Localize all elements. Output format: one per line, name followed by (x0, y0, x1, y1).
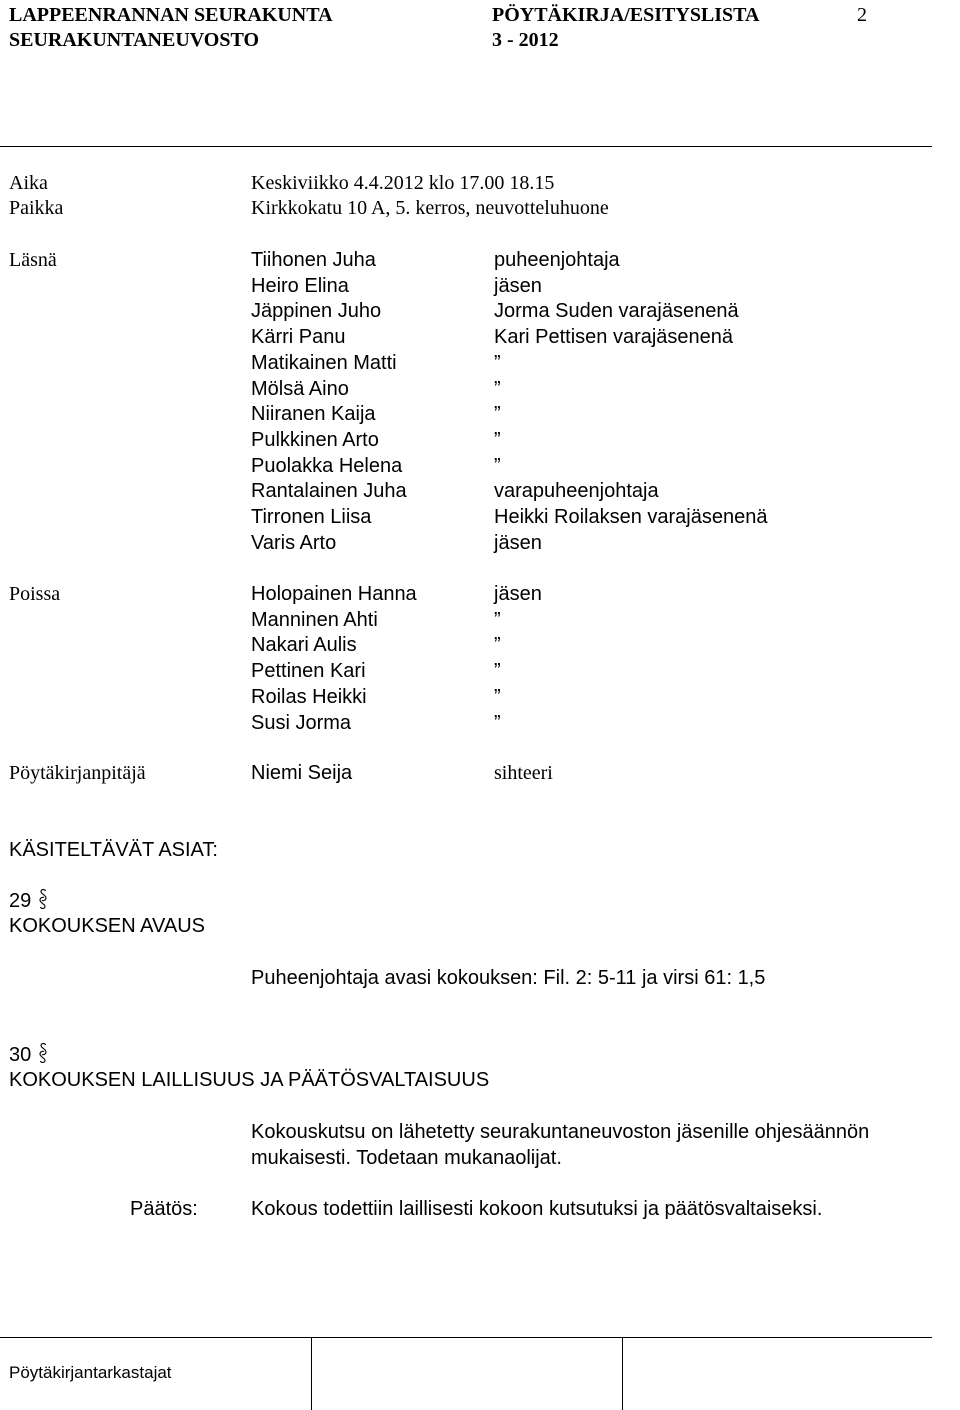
member-name: Holopainen Hanna (251, 583, 417, 605)
present-label: Läsnä (9, 249, 57, 271)
member-role: puheenjohtaja (494, 249, 620, 271)
member-name: Heiro Elina (251, 274, 349, 297)
member-role: Heikki Roilaksen varajäsenenä (494, 506, 768, 528)
member-name: Puolakka Helena (251, 454, 403, 477)
member-role: Jorma Suden varajäsenenä (494, 300, 739, 323)
absent-label: Poissa (9, 583, 61, 605)
member-name: Rantalainen Juha (251, 480, 407, 503)
member-name: Susi Jorma (251, 711, 352, 734)
member-role: ” (494, 634, 501, 657)
item-30-title: KOKOUKSEN LAILLISUUS JA PÄÄTÖSVALTAISUUS (9, 1069, 490, 1091)
member-name: Mölsä Aino (251, 377, 349, 400)
item-29-number: 29 (9, 890, 32, 912)
agenda-heading: KÄSITELTÄVÄT ASIAT: (9, 839, 218, 861)
member-name: Varis Arto (251, 531, 337, 554)
header-doc-number: 3 - 2012 (492, 29, 559, 51)
member-role: jäsen (494, 531, 542, 554)
page-number: 2 (857, 4, 867, 26)
header-doc-type: PÖYTÄKIRJA/ESITYSLISTA (492, 4, 760, 26)
item-30-text-line2: mukaisesti. Todetaan mukanaolijat. (251, 1147, 562, 1169)
header-body: SEURAKUNTANEUVOSTO (9, 29, 260, 51)
member-role: ” (494, 454, 501, 477)
member-role: ” (494, 608, 501, 631)
place-label: Paikka (9, 197, 64, 219)
footer-divider (622, 1337, 623, 1410)
member-name: Kärri Panu (251, 326, 346, 349)
member-role: ” (494, 711, 501, 734)
header-rule (0, 146, 932, 147)
secretary-role: sihteeri (494, 762, 553, 784)
footer-label: Pöytäkirjantarkastajat (9, 1363, 172, 1382)
time-label: Aika (9, 172, 48, 194)
time-value: Keskiviikko 4.4.2012 klo 17.00 18.15 (251, 172, 555, 194)
secretary-name: Niemi Seija (251, 762, 353, 784)
decision-text: Kokous todettiin laillisesti kokoon kutsutuksi ja päätösvaltaiseksi. (251, 1198, 823, 1220)
section-sign-icon (38, 1042, 48, 1064)
member-name: Pettinen Kari (251, 660, 366, 683)
item-29-text: Puheenjohtaja avasi kokouksen: Fil. 2: 5-11 ja virsi 61: 1,5 (251, 967, 766, 989)
member-name: Tiihonen Juha (251, 249, 376, 271)
member-role: ” (494, 351, 501, 374)
member-name: Manninen Ahti (251, 608, 378, 631)
member-name: Matikainen Matti (251, 351, 397, 374)
header-org: LAPPEENRANNAN SEURAKUNTA (9, 4, 333, 26)
member-role: Kari Pettisen varajäsenenä (494, 326, 734, 349)
item-30-text-line1: Kokouskutsu on lähetetty seurakuntaneuvoston jäsenille ohjesäännön (251, 1121, 870, 1143)
decision-label: Päätös: (130, 1198, 198, 1220)
member-name: Roilas Heikki (251, 685, 367, 708)
member-name: Tirronen Liisa (251, 506, 372, 528)
member-role: varapuheenjohtaja (494, 480, 659, 503)
place-value: Kirkkokatu 10 A, 5. kerros, neuvotteluhuone (251, 197, 609, 219)
item-30-number: 30 (9, 1044, 32, 1066)
member-role: ” (494, 377, 501, 400)
secretary-label: Pöytäkirjanpitäjä (9, 762, 146, 784)
section-sign-icon (38, 888, 48, 910)
item-29-title: KOKOUKSEN AVAUS (9, 915, 205, 937)
member-name: Jäppinen Juho (251, 300, 382, 323)
member-name: Pulkkinen Arto (251, 428, 379, 451)
footer-rule (0, 1337, 932, 1338)
member-name: Niiranen Kaija (251, 403, 376, 426)
member-role: ” (494, 660, 501, 683)
member-role: jäsen (494, 583, 542, 605)
member-role: ” (494, 685, 501, 708)
member-role: ” (494, 403, 501, 426)
footer-divider (311, 1337, 312, 1410)
member-name: Nakari Aulis (251, 634, 357, 657)
member-role: jäsen (494, 274, 542, 297)
member-role: ” (494, 428, 501, 451)
